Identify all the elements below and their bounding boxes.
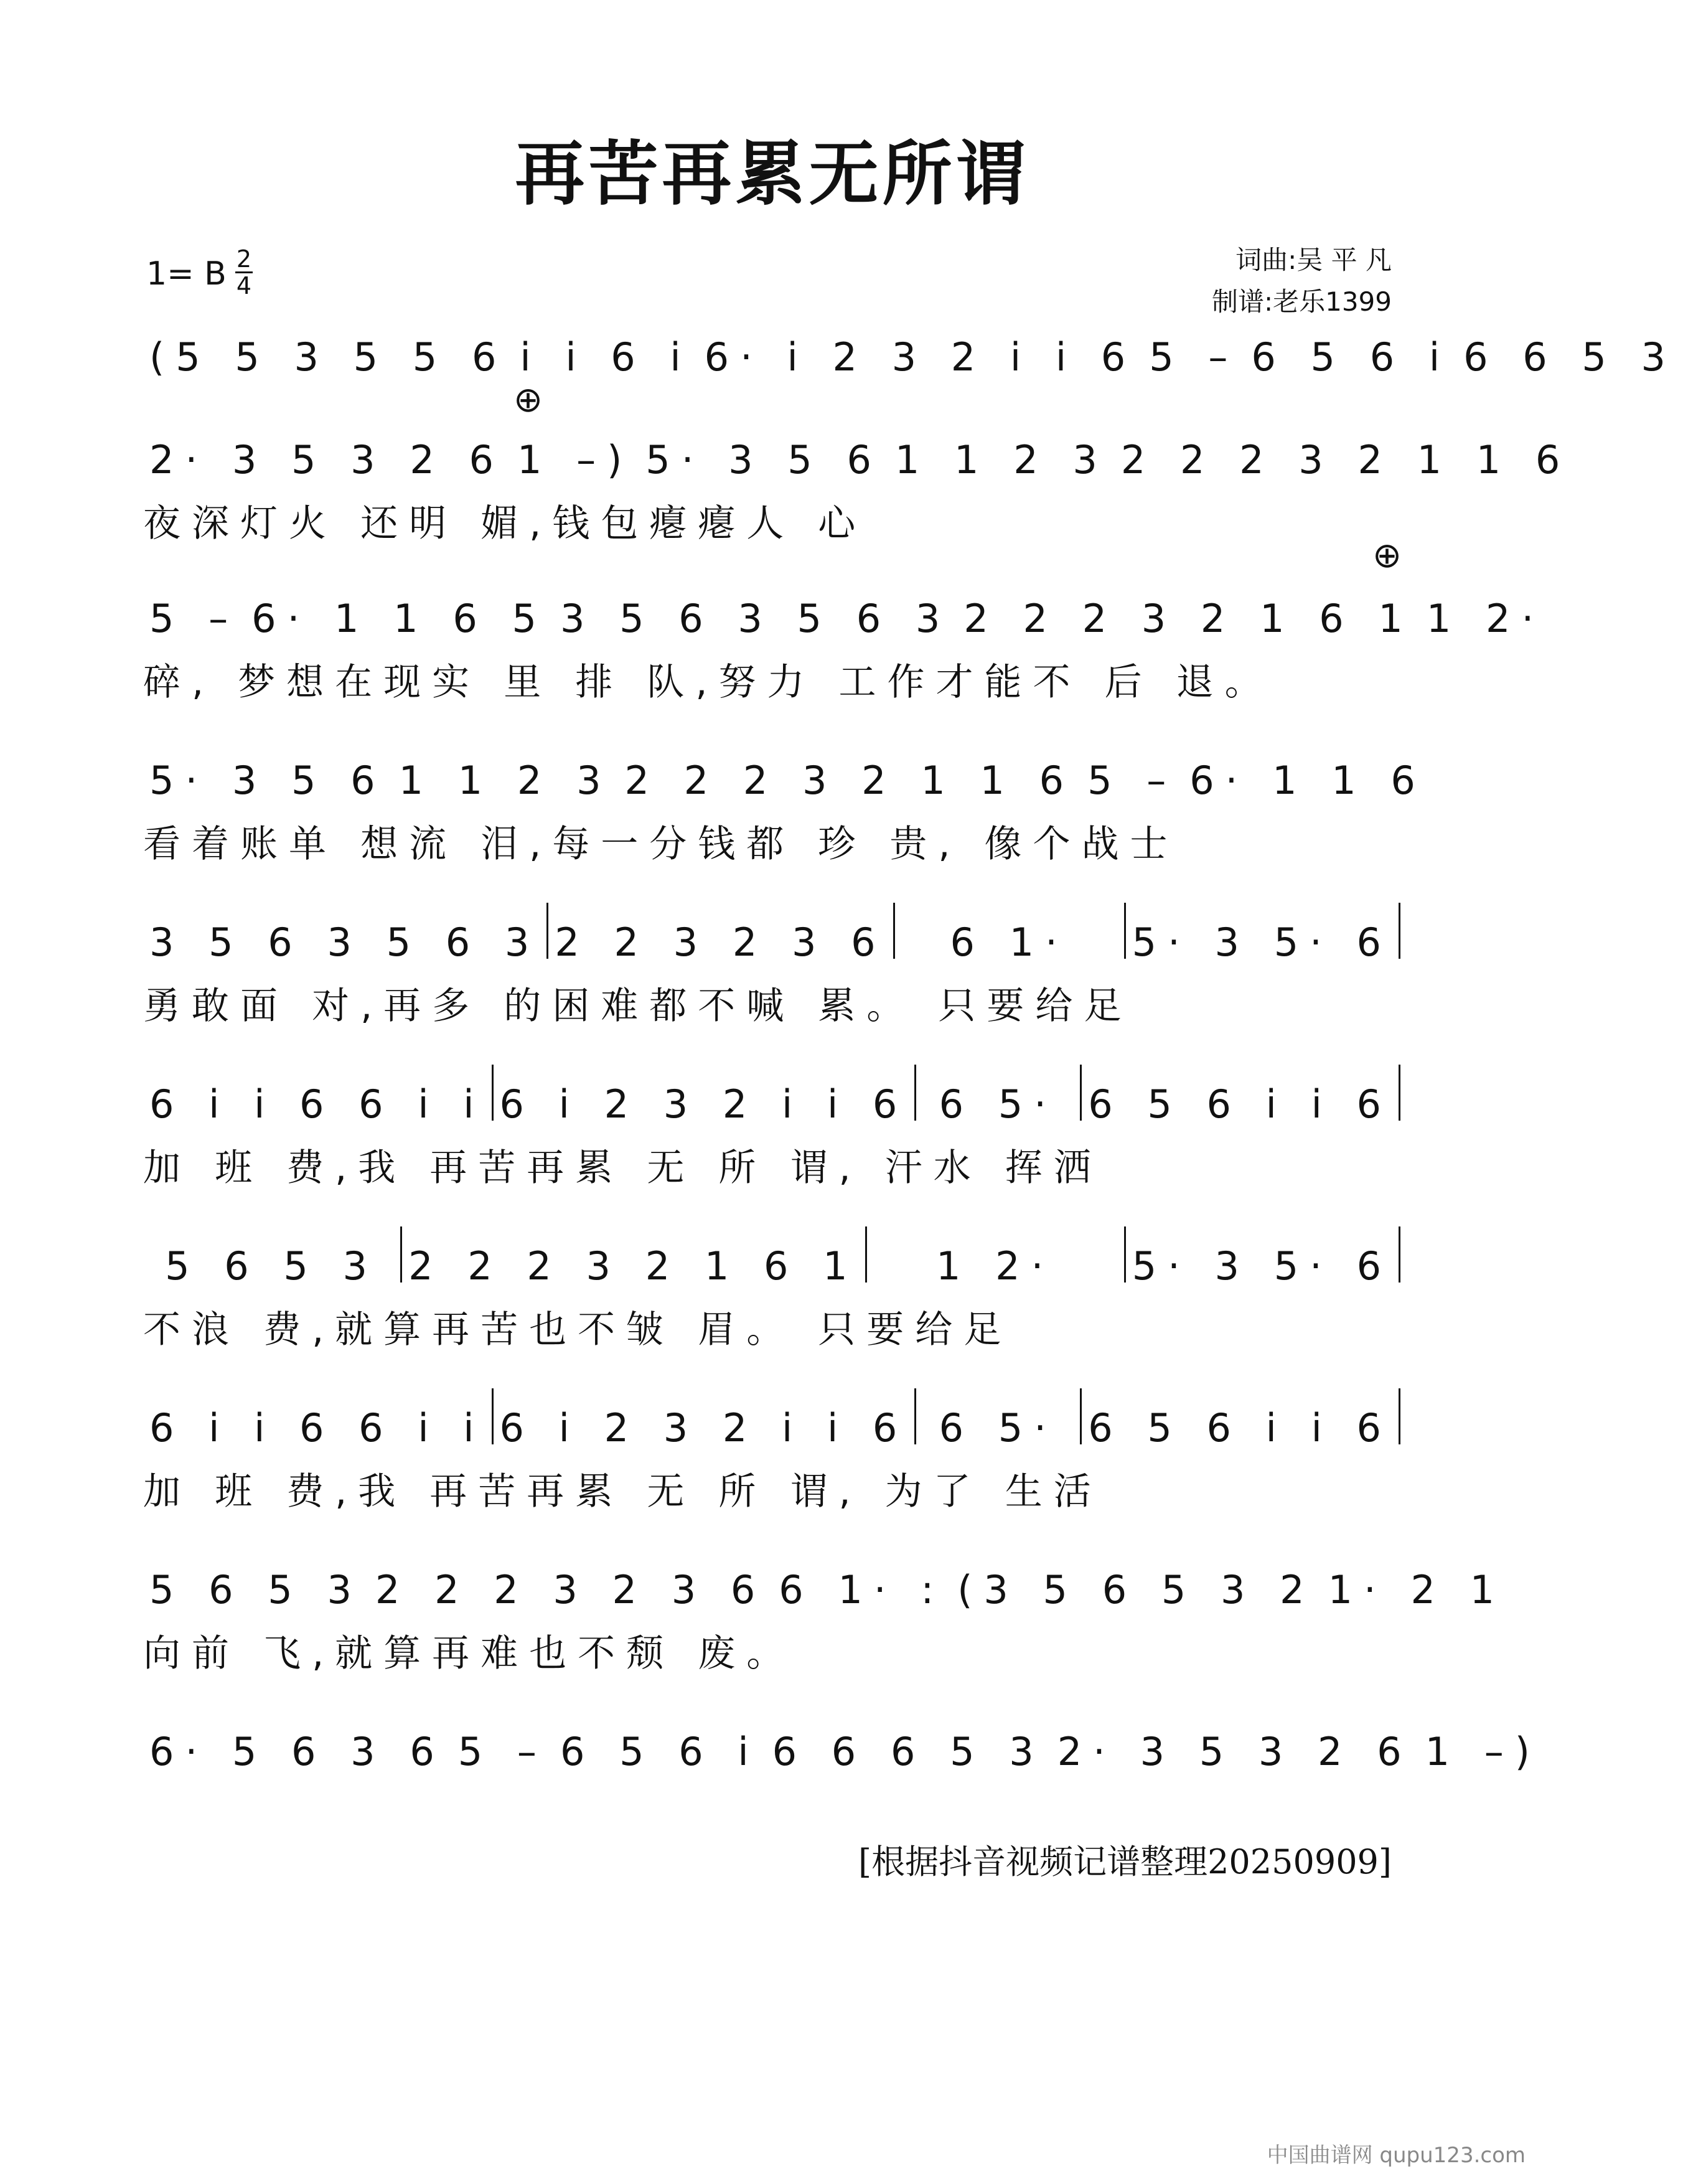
measure: 5· 3 5 6 (645, 437, 883, 482)
barline (1399, 1226, 1400, 1283)
measure: 6· 1 1 6 5 (251, 596, 548, 641)
measure: 1 –) (1425, 1729, 1541, 1774)
notes-line (143, 1058, 1400, 1127)
measure: 5· 3 5 6 (149, 758, 387, 803)
measure: 1 1 2 3 (894, 437, 1109, 482)
measure: 6 5· (939, 1081, 1057, 1127)
coda-icon: ⊕ (1372, 535, 1402, 576)
watermark: 中国曲谱网 qupu123.com (1267, 2143, 1526, 2168)
measure: 2 2 2 3 2 1 1 6 (1120, 437, 1572, 482)
measure: 6 5 6 i i 6 (1088, 1081, 1392, 1127)
measure: 5 – (1149, 334, 1239, 380)
notes-line (143, 1220, 1400, 1289)
measure: 2 2 2 3 2 1 6 1 (963, 596, 1414, 641)
lyric-line: 看着账单 想流 泪,每一分钱都 珍 贵, 像个战士 (143, 822, 1179, 866)
measure: 2· 3 5 3 2 6 (149, 437, 505, 482)
measure: 6· 5 6 3 6 (149, 1729, 446, 1774)
measure: 2 2 3 2 3 6 (555, 920, 887, 965)
measure: 6 i 2 3 2 i i 6 (499, 1081, 909, 1127)
notes-line (143, 1706, 1541, 1774)
measure: 6 i i 6 6 i i (149, 1081, 485, 1127)
coda-icon: ⊕ (513, 380, 543, 420)
lyric-line: 不浪 费,就算再苦也不皱 眉。 只要给足 (143, 1308, 1013, 1352)
time-signature (235, 245, 253, 299)
lyric-line: 碎, 梦想在现实 里 排 队,努力 工作才能不 后 退。 (143, 661, 1273, 704)
measure: 5 – (149, 596, 240, 641)
credit-transcriber: 制谱:老乐1399 (1211, 286, 1392, 317)
measure: 6 5 6 i i 6 (1088, 1405, 1392, 1451)
measure: 1 –) (517, 437, 634, 482)
measure: 5 – (1087, 758, 1178, 803)
key-signature: 1= B (146, 255, 227, 293)
measure: 1· 2 1 (1328, 1567, 1506, 1612)
measure: 3 5 6 3 5 6 3 (560, 596, 952, 641)
measure: 1 2· (935, 1243, 1055, 1289)
notes-line (143, 573, 1545, 641)
measure: (5 5 3 5 5 6 (149, 334, 508, 380)
measure: 5· 3 5· 6 (1132, 1243, 1393, 1289)
measure: 6 i i 6 6 i i (149, 1405, 485, 1451)
measure: 6 5 6 i (560, 1729, 760, 1774)
measure: 6· i 2 3 2 i i 6 (704, 334, 1137, 380)
measure: 2 2 2 3 2 1 6 1 (408, 1243, 859, 1289)
measure: 5· 3 5· 6 (1132, 920, 1392, 965)
notes-line (143, 1382, 1400, 1451)
measure: 6 1· : (779, 1567, 945, 1612)
measure: 2 2 2 3 2 1 1 6 (624, 758, 1076, 803)
measure: 6· 1 1 6 (1189, 758, 1427, 803)
measure: 6 5· (939, 1405, 1057, 1451)
measure: 5 6 5 3 (149, 1567, 363, 1612)
measure: 2 2 2 3 2 3 6 (375, 1567, 767, 1612)
transcription-note: [根据抖音视频记谱整理20250909] (858, 1842, 1392, 1881)
barline (1399, 1065, 1400, 1121)
barline (1399, 903, 1400, 959)
measure: 5 6 5 3 (165, 1243, 378, 1289)
notes-line (143, 414, 1572, 482)
lyric-line: 向前 飞,就算再难也不颓 废。 (143, 1632, 795, 1675)
credit-lyrics-music: 词曲:吴 平 凡 (1235, 245, 1392, 275)
lyric-line: 加 班 费,我 再苦再累 无 所 谓, 汗水 挥洒 (143, 1146, 1102, 1190)
meter-top: 2 (236, 245, 252, 273)
song-title: 再苦再累无所谓 (515, 134, 1029, 215)
measure: (3 5 6 5 3 2 (957, 1567, 1316, 1612)
meter-bottom: 4 (236, 272, 252, 299)
measure: 1 2· (1426, 596, 1545, 641)
measure: i i 6 i (520, 334, 692, 380)
lyric-line: 勇敢面 对,再多 的困难都不喊 累。 只要给足 (143, 984, 1133, 1028)
notes-line (143, 311, 1677, 380)
measure: 6 6 5 3 (1463, 334, 1677, 380)
measure: 1 1 2 3 (398, 758, 612, 803)
measure: 6 6 6 5 3 (772, 1729, 1045, 1774)
measure: 5 – (457, 1729, 548, 1774)
notes-line (143, 897, 1400, 965)
lyric-line: 夜深灯火 还明 媚,钱包瘪瘪人 心 (143, 502, 867, 545)
measure: 2· 3 5 3 2 6 (1057, 1729, 1413, 1774)
measure: 6 5 6 i (1251, 334, 1451, 380)
notes-line (143, 1544, 1506, 1612)
lyric-line: 加 班 费,我 再苦再累 无 所 谓, 为了 生活 (143, 1470, 1102, 1513)
measure: 3 5 6 3 5 6 3 (149, 920, 541, 965)
barline (1399, 1388, 1400, 1444)
measure: 6 i 2 3 2 i i 6 (499, 1405, 909, 1451)
notes-line (143, 735, 1427, 803)
measure: 6 1· (950, 920, 1069, 965)
